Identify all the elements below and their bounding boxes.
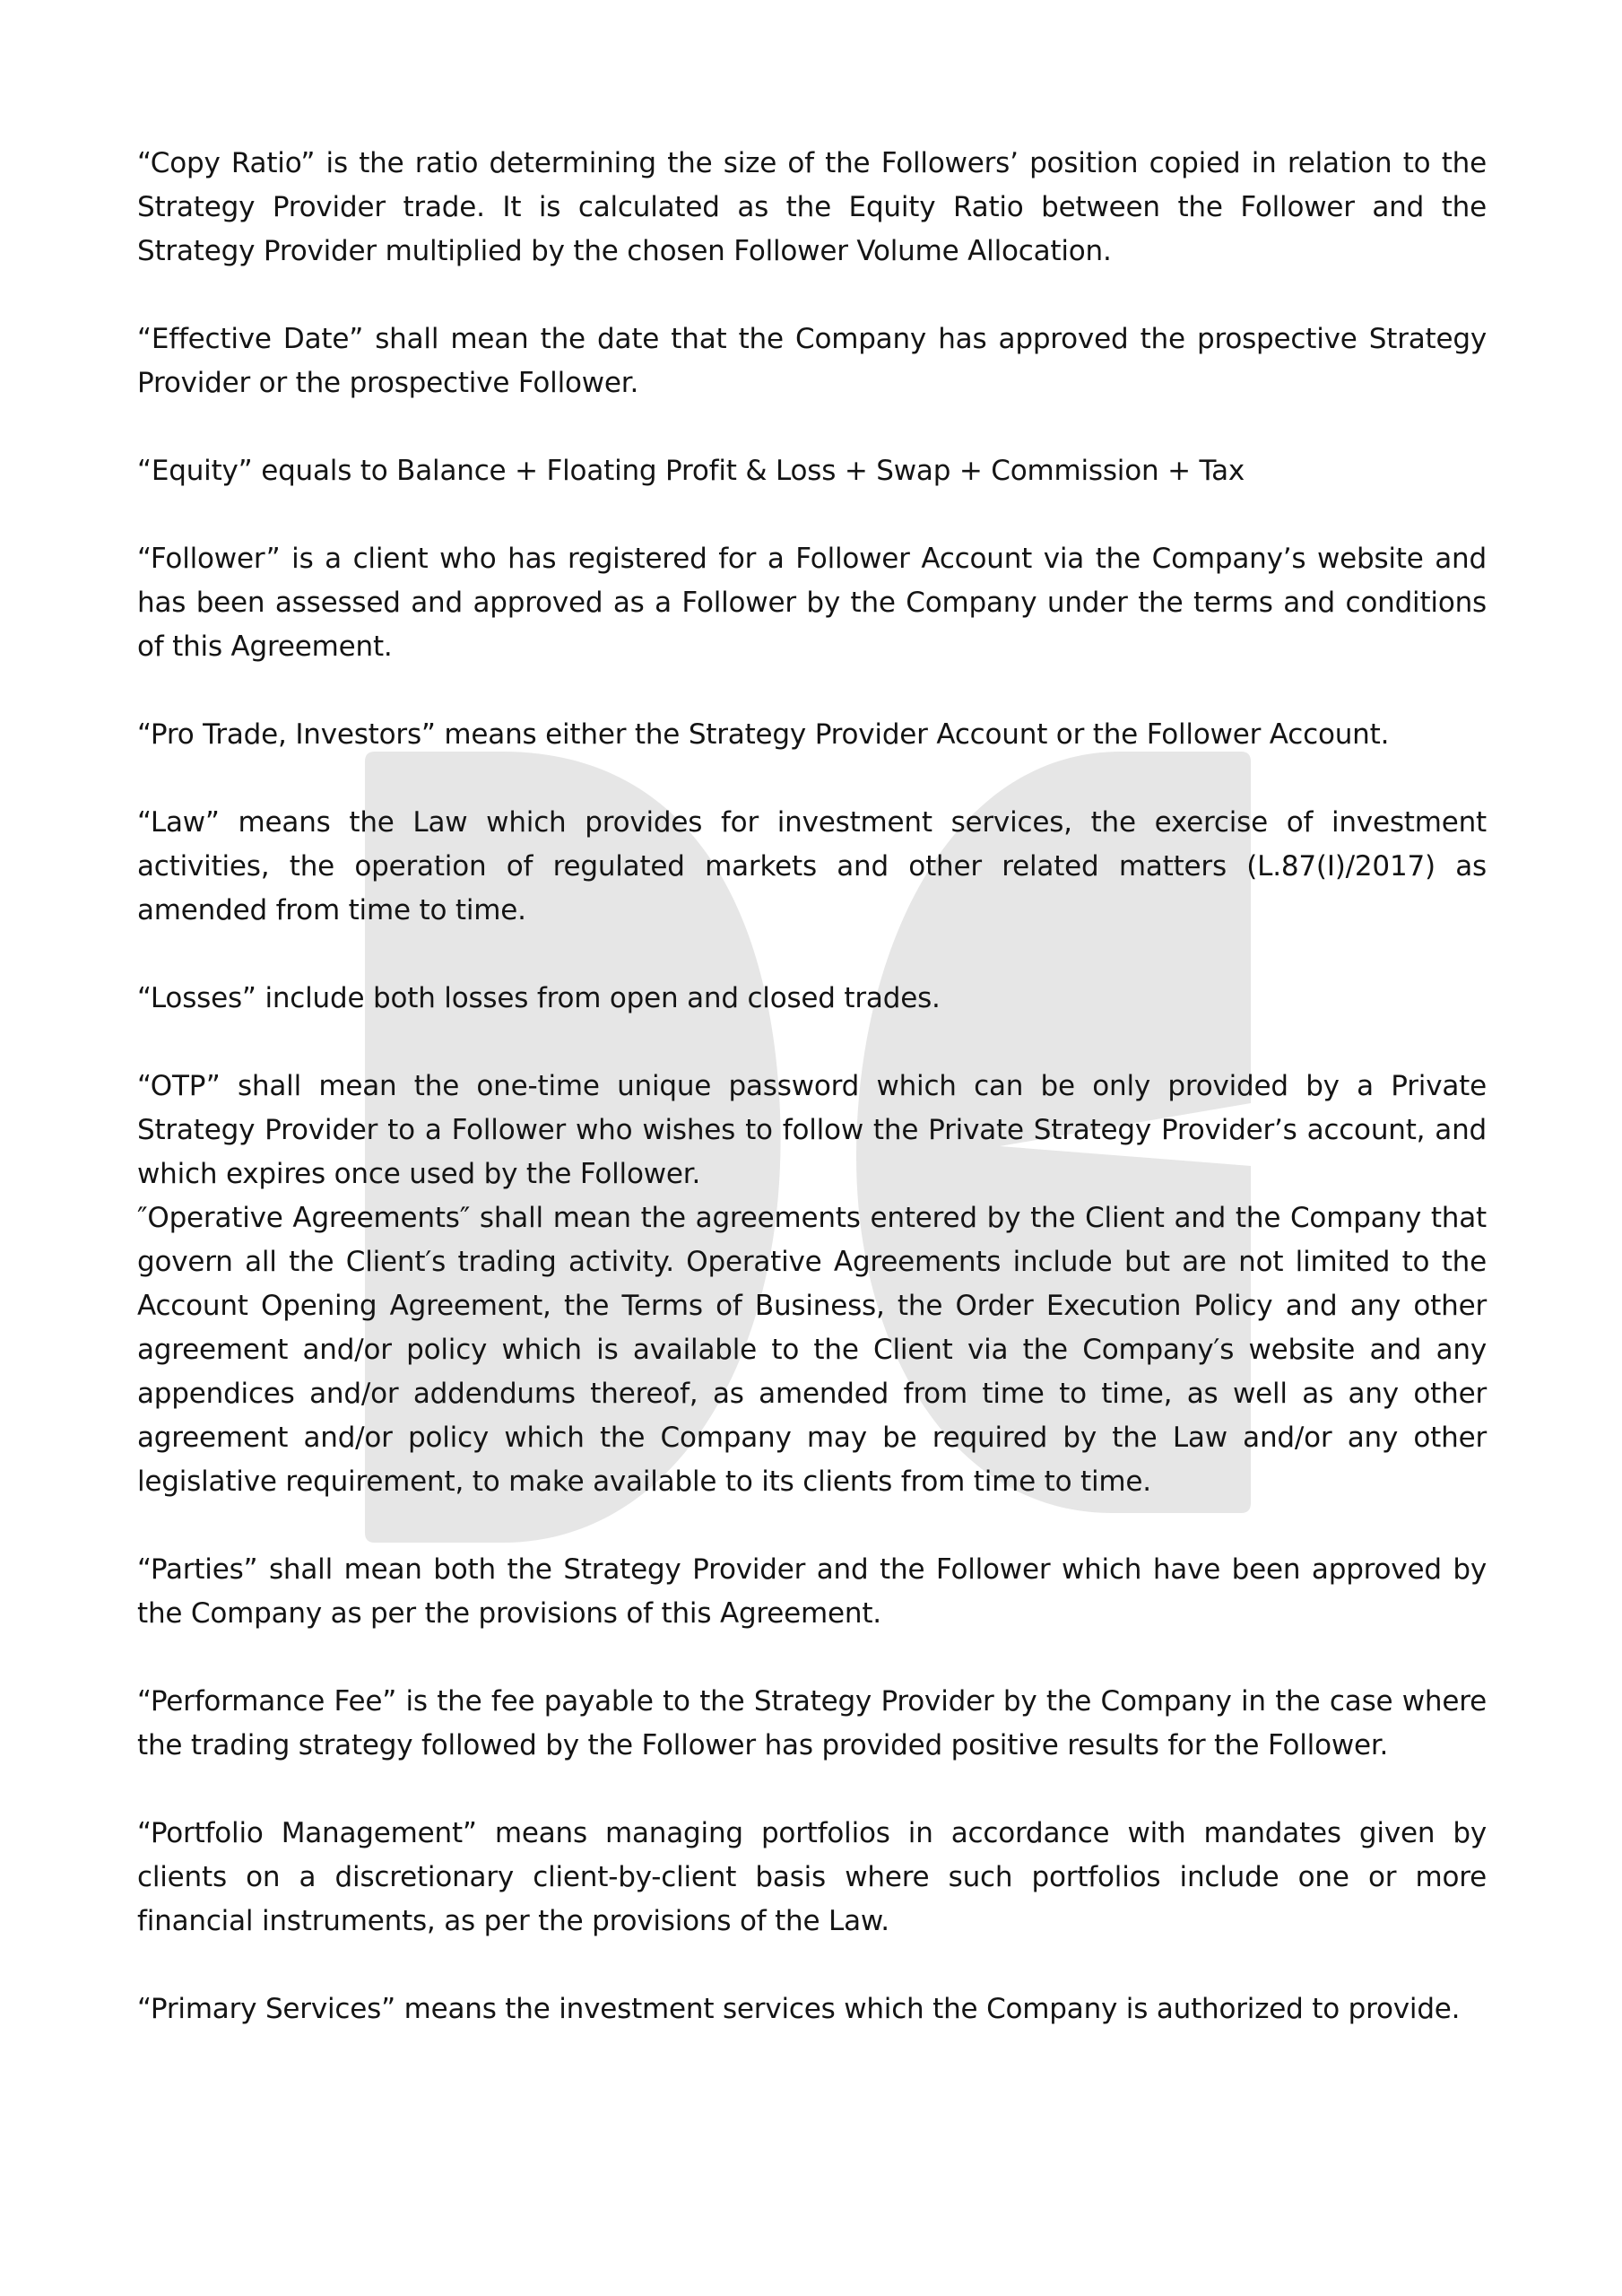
definition-equity: “Equity” equals to Balance + Floating Profit & Loss + Swap + Commission + Tax (137, 455, 1245, 487)
definition-performance-fee: “Performance Fee” is the fee payable to the Strategy Provider by the Company in the case where the trading strategy followed by the Follower has provided positive results for the Follower. (137, 1685, 1487, 1761)
definition-follower: “Follower” is a client who has registered for a Follower Account via the Company’s website and has been assessed and approved as a Follower by the Company under the terms and conditions of this Agreement. (137, 543, 1487, 663)
definition-losses: “Losses” include both losses from open and closed trades. (137, 982, 941, 1014)
definition-law: “Law” means the Law which provides for investment services, the exercise of investment activities, the operation of regulated markets and other related matters (L.87(I)/2017) as amended from time to time. (137, 806, 1487, 926)
definition-effective-date: “Effective Date” shall mean the date that the Company has approved the prospective Strategy Provider or the prospective Follower. (137, 323, 1487, 399)
definition-copy-ratio: “Copy Ratio” is the ratio determining the size of the Followers’ position copied in relation to the Strategy Provider trade. It is calculated as the Equity Ratio between the Follower and the Strategy Provider multiplied by the chosen Follower Volume Allocation. (137, 147, 1487, 267)
definition-portfolio-management: “Portfolio Management” means managing portfolios in accordance with mandates given by clients on a discretionary client-by-client basis where such portfolios include one or more financial instruments, as per the provisions of the Law. (137, 1817, 1487, 1937)
document-page (137, 142, 1487, 2075)
definition-primary-services: “Primary Services” means the investment services which the Company is authorized to provide. (137, 1993, 1461, 2025)
definition-parties: “Parties” shall mean both the Strategy Provider and the Follower which have been approved by the Company as per the provisions of this Agreement. (137, 1553, 1487, 1630)
definition-otp: “OTP” shall mean the one-time unique password which can be only provided by a Private Strategy Provider to a Follower who wishes to follow the Private Strategy Provider’s account, and which expires once used by the Follower. (137, 1070, 1487, 1190)
definition-pro-trade-investors: “Pro Trade, Investors” means either the Strategy Provider Account or the Follower Account. (137, 718, 1390, 751)
definition-operative-agreements: ″Operative Agreements″ shall mean the agreements entered by the Client and the Company that govern all the Client′s trading activity. Operative Agreements include but are not limited to the Account Opening Agreement, the Terms of Business, the Order Execution Policy and any other agreement and/or policy which is available to the Client via the Company′s website and any appendices and/or addendums thereof, as amended from time to time, as well as any other agreement and/or policy which the Company may be required by the Law and/or any other legislative requirement, to make available to its clients from time to time. (137, 1202, 1487, 1498)
